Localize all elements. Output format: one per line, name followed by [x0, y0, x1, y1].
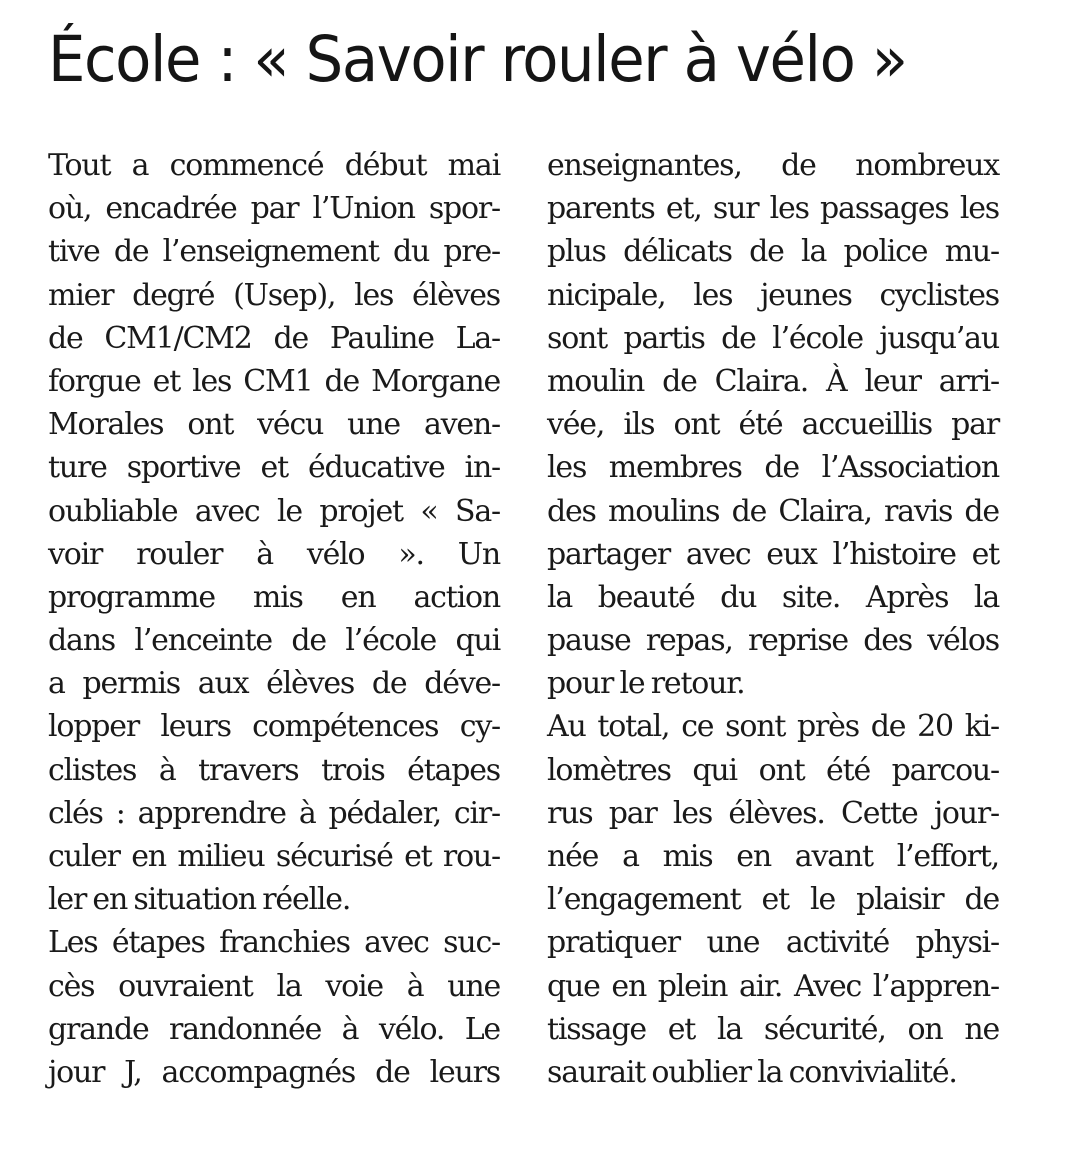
text-line: pratiquer une activité physi-: [547, 925, 999, 961]
text-line: clés : apprendre à pédaler, cir-: [48, 795, 500, 831]
text-line: la beauté du site. Après la: [547, 579, 999, 615]
text-line: culer en milieu sécurisé et rou-: [48, 839, 500, 874]
text-line: où, encadrée par l’Union spor-: [48, 191, 500, 227]
text-line: a permis aux élèves de déve-: [48, 666, 500, 702]
text-line: cès ouvraient la voie à une: [48, 968, 500, 1004]
text-line: grande randonnée à vélo. Le: [48, 1011, 500, 1047]
article-headline: École : « Savoir rouler à vélo »: [48, 23, 907, 96]
text-line: enseignantes, de nombreux: [547, 148, 999, 183]
text-line: tissage et la sécurité, on ne: [547, 1011, 999, 1047]
text-line: clistes à travers trois étapes: [48, 752, 500, 788]
text-line: pause repas, reprise des vélos: [547, 623, 999, 659]
text-line: forgue et les CM1 de Morgane: [48, 363, 500, 399]
text-line: oubliable avec le projet « Sa-: [48, 493, 500, 529]
text-line: partager avec eux l’histoire et: [547, 536, 999, 572]
text-line: ler en situation réelle.: [48, 882, 351, 918]
article-column-right: [547, 144, 999, 1094]
text-line: plus délicats de la police mu-: [547, 234, 999, 270]
text-line: rus par les élèves. Cette jour-: [547, 795, 999, 831]
text-line: sont partis de l’école jusqu’au: [547, 320, 999, 356]
text-line: voir rouler à vélo ». Un: [48, 536, 500, 572]
text-line: saurait oublier la convivialité.: [547, 1054, 957, 1090]
text-line: de CM1/CM2 de Pauline La-: [48, 320, 500, 356]
text-line: les membres de l’Association: [547, 450, 999, 486]
text-line: ture sportive et éducative in-: [48, 450, 500, 486]
text-line: pour le retour.: [547, 666, 745, 702]
text-line: programme mis en action: [48, 579, 500, 615]
text-line: mier degré (Usep), les élèves: [48, 277, 500, 313]
text-line: parents et, sur les passages les: [547, 191, 999, 227]
text-line: nicipale, les jeunes cyclistes: [547, 277, 999, 313]
text-line: l’engagement et le plaisir de: [547, 882, 999, 918]
text-line: que en plein air. Avec l’appren-: [547, 968, 999, 1004]
text-line: Morales ont vécu une aven-: [48, 407, 500, 443]
text-line: jour J, accompagnés de leurs: [48, 1054, 500, 1090]
text-line: vée, ils ont été accueillis par: [547, 407, 999, 443]
text-line: des moulins de Claira, ravis de: [547, 493, 999, 529]
text-line: Tout a commencé début mai: [48, 148, 500, 183]
text-line: Au total, ce sont près de 20 ki-: [547, 709, 999, 745]
text-line: lomètres qui ont été parcou-: [547, 752, 999, 788]
article-column-left: [48, 144, 500, 1094]
text-line: née a mis en avant l’effort,: [547, 839, 999, 874]
text-line: Les étapes franchies avec suc-: [48, 925, 500, 961]
text-line: lopper leurs compétences cy-: [48, 709, 500, 745]
text-line: dans l’enceinte de l’école qui: [48, 623, 500, 659]
text-line: moulin de Claira. À leur arri-: [547, 363, 999, 399]
text-line: tive de l’enseignement du pre-: [48, 234, 500, 270]
